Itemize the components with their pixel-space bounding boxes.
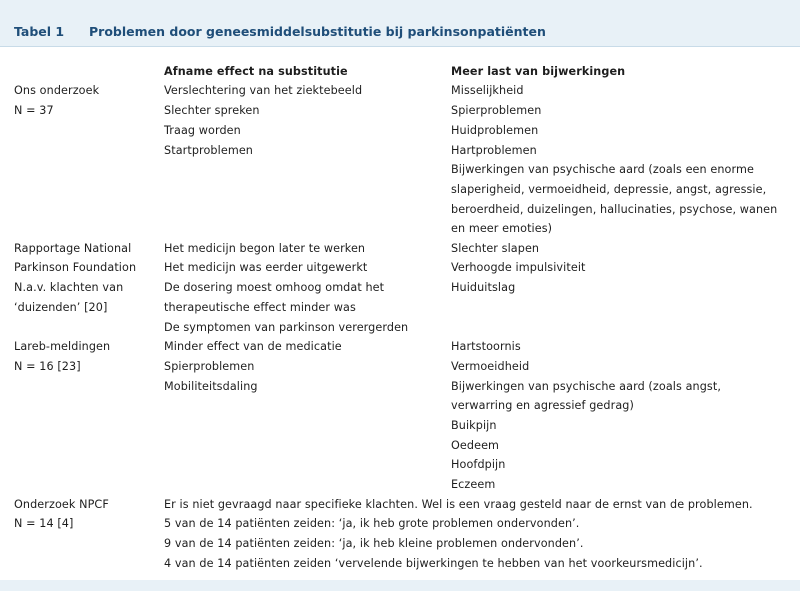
effect-item: Mobiliteitsdaling — [164, 380, 258, 393]
column-header-effect: Afname effect na substitutie — [164, 65, 348, 78]
row-source-line: Parkinson Foundation — [14, 261, 137, 274]
npcf-finding: Er is niet gevraagd naar specifieke klachten. Wel is een vraag gesteld naar de ernst van de problemen. — [164, 498, 753, 511]
column-header-side-effects: Meer last van bijwerkingen — [451, 65, 626, 78]
effect-item: De dosering moest omhoog omdat het — [164, 281, 385, 294]
side-effect-item: Hartstoornis — [451, 340, 521, 353]
row-source-line: N = 16 [23] — [14, 360, 81, 373]
effect-item: Verslechtering van het ziektebeeld — [164, 84, 363, 97]
side-effect-item: Eczeem — [451, 478, 496, 491]
npcf-finding: 5 van de 14 patiënten zeiden: ‘ja, ik heb grote problemen ondervonden’. — [164, 517, 580, 530]
row-source-line: Rapportage National — [14, 242, 132, 255]
side-effect-item: Vermoeidheid — [451, 360, 530, 373]
side-effect-item: beroerdheid, duizelingen, hallucinaties, psychose, wanen — [451, 203, 778, 216]
row-source-line: N.a.v. klachten van — [14, 281, 124, 294]
effect-item: Minder effect van de medicatie — [164, 340, 342, 353]
row-source-line: ‘duizenden’ [20] — [14, 301, 108, 314]
side-effect-item: Huiduitslag — [451, 281, 516, 294]
effect-item: Startproblemen — [164, 144, 253, 157]
side-effect-item: Hartproblemen — [451, 144, 537, 157]
side-effect-item: Oedeem — [451, 439, 500, 452]
effect-item: Spierproblemen — [164, 360, 255, 373]
side-effect-item: Verhoogde impulsiviteit — [451, 261, 586, 274]
side-effect-item: Huidproblemen — [451, 124, 539, 137]
row-source-line: Onderzoek NPCF — [14, 498, 109, 511]
npcf-finding: 9 van de 14 patiënten zeiden: ‘ja, ik heb kleine problemen ondervonden’. — [164, 537, 584, 550]
side-effect-item: slaperigheid, vermoeidheid, depressie, angst, agressie, — [451, 183, 767, 196]
side-effect-item: Slechter slapen — [451, 242, 540, 255]
npcf-finding: 4 van de 14 patiënten zeiden ‘vervelende bijwerkingen te hebben van het voorkeursmedicijn’. — [164, 557, 703, 570]
row-source-line: N = 14 [4] — [14, 517, 74, 530]
effect-item: therapeutische effect minder was — [164, 301, 356, 314]
row-source-line: Ons onderzoek — [14, 84, 100, 97]
caption-divider — [0, 46, 800, 47]
effect-item: De symptomen van parkinson verergerden — [164, 321, 409, 334]
side-effect-item: Bijwerkingen van psychische aard (zoals een enorme — [451, 163, 754, 176]
side-effect-item: Hoofdpijn — [451, 458, 506, 471]
side-effect-item: verwarring en agressief gedrag) — [451, 399, 634, 412]
side-effect-item: Spierproblemen — [451, 104, 542, 117]
row-source-line: Lareb-meldingen — [14, 340, 111, 353]
table-caption — [0, 0, 800, 46]
side-effect-item: Bijwerkingen van psychische aard (zoals angst, — [451, 380, 721, 393]
effect-item: Traag worden — [164, 124, 241, 137]
side-effect-item: en meer emoties) — [451, 222, 553, 235]
table-title: Problemen door geneesmiddelsubstitutie bij parkinsonpatiënten — [89, 24, 546, 39]
table-number: Tabel 1 — [14, 24, 65, 39]
effect-item: Slechter spreken — [164, 104, 260, 117]
bottom-band — [0, 580, 800, 591]
side-effect-item: Misselijkheid — [451, 84, 524, 97]
effect-item: Het medicijn begon later te werken — [164, 242, 366, 255]
effect-item: Het medicijn was eerder uitgewerkt — [164, 261, 368, 274]
row-source-line: N = 37 — [14, 104, 54, 117]
side-effect-item: Buikpijn — [451, 419, 497, 432]
